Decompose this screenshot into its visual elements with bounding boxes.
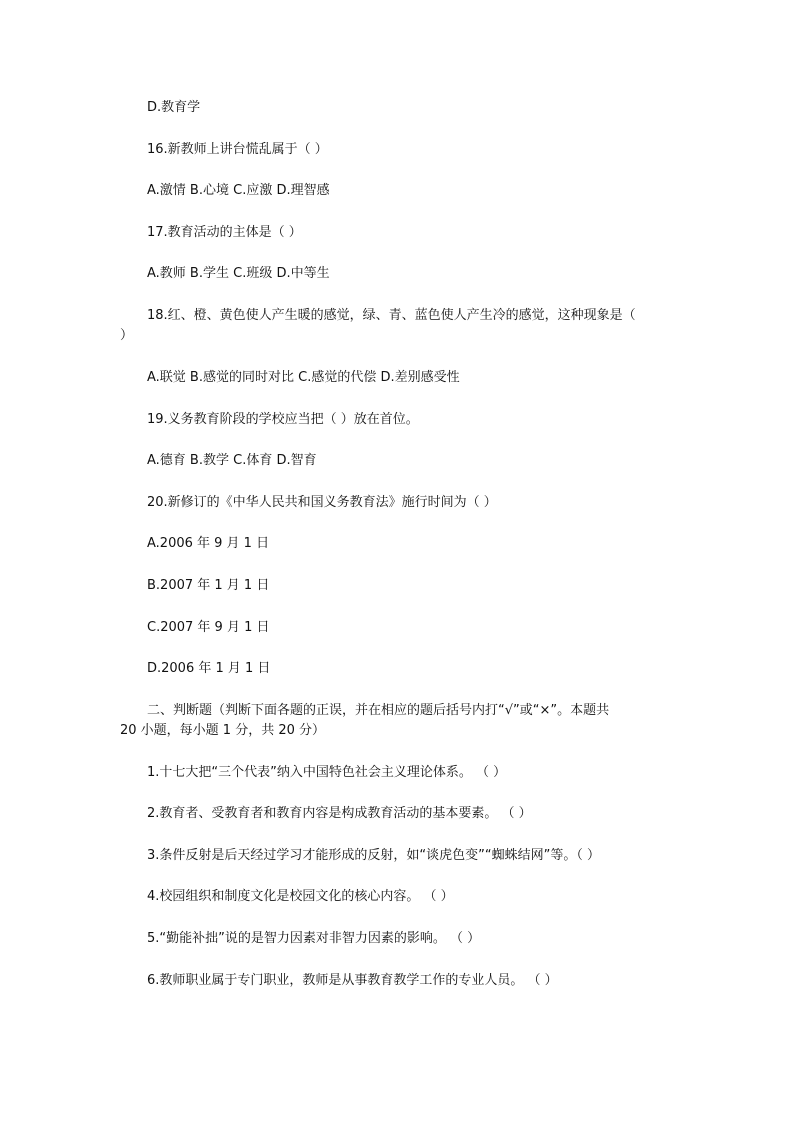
q16-stem: 16.新教师上讲台慌乱属于（ ） [147, 142, 328, 157]
section-2-heading-cont: 20 小题，每小题 1 分，共 20 分） [120, 723, 326, 738]
q20-stem: 20.新修订的《中华人民共和国义务教育法》施行时间为（ ） [147, 495, 497, 510]
q19-stem: 19.义务教育阶段的学校应当把（ ）放在首位。 [147, 412, 419, 427]
tf-question-6: 6.教师职业属于专门职业，教师是从事教育教学工作的专业人员。 （ ） [147, 973, 558, 988]
q18-stem-cont: ） [120, 328, 134, 343]
tf-question-4: 4.校园组织和制度文化是校园文化的核心内容。 （ ） [147, 889, 454, 904]
tf-question-3: 3.条件反射是后天经过学习才能形成的反射，如“谈虎色变”“蜘蛛结网”等。（ ） [147, 848, 600, 863]
q17-options: A.教师 B.学生 C.班级 D.中等生 [147, 266, 330, 281]
q19-options: A.德育 B.教学 C.体育 D.智育 [147, 453, 317, 468]
tf-question-5: 5.“勤能补拙”说的是智力因素对非智力因素的影响。 （ ） [147, 931, 481, 946]
q20-option-d: D.2006 年 1 月 1 日 [147, 661, 271, 676]
q17-stem: 17.教育活动的主体是（ ） [147, 225, 302, 240]
q20-option-c: C.2007 年 9 月 1 日 [147, 620, 270, 635]
tf-question-1: 1.十七大把“三个代表”纳入中国特色社会主义理论体系。 （ ） [147, 765, 507, 780]
q16-options: A.激情 B.心境 C.应激 D.理智感 [147, 183, 330, 198]
q18-options: A.联觉 B.感觉的同时对比 C.感觉的代偿 D.差别感受性 [147, 370, 460, 385]
q20-option-b: B.2007 年 1 月 1 日 [147, 578, 270, 593]
section-2-heading: 二、判断题（判断下面各题的正误，并在相应的题后括号内打“√”或“×”。本题共 [147, 703, 610, 718]
tf-question-2: 2.教育者、受教育者和教育内容是构成教育活动的基本要素。 （ ） [147, 806, 532, 821]
q20-option-a: A.2006 年 9 月 1 日 [147, 536, 270, 551]
q15-option-d: D.教育学 [147, 100, 201, 115]
q18-stem: 18.红、橙、黄色使人产生暖的感觉，绿、青、蓝色使人产生冷的感觉，这种现象是（ [147, 308, 636, 323]
